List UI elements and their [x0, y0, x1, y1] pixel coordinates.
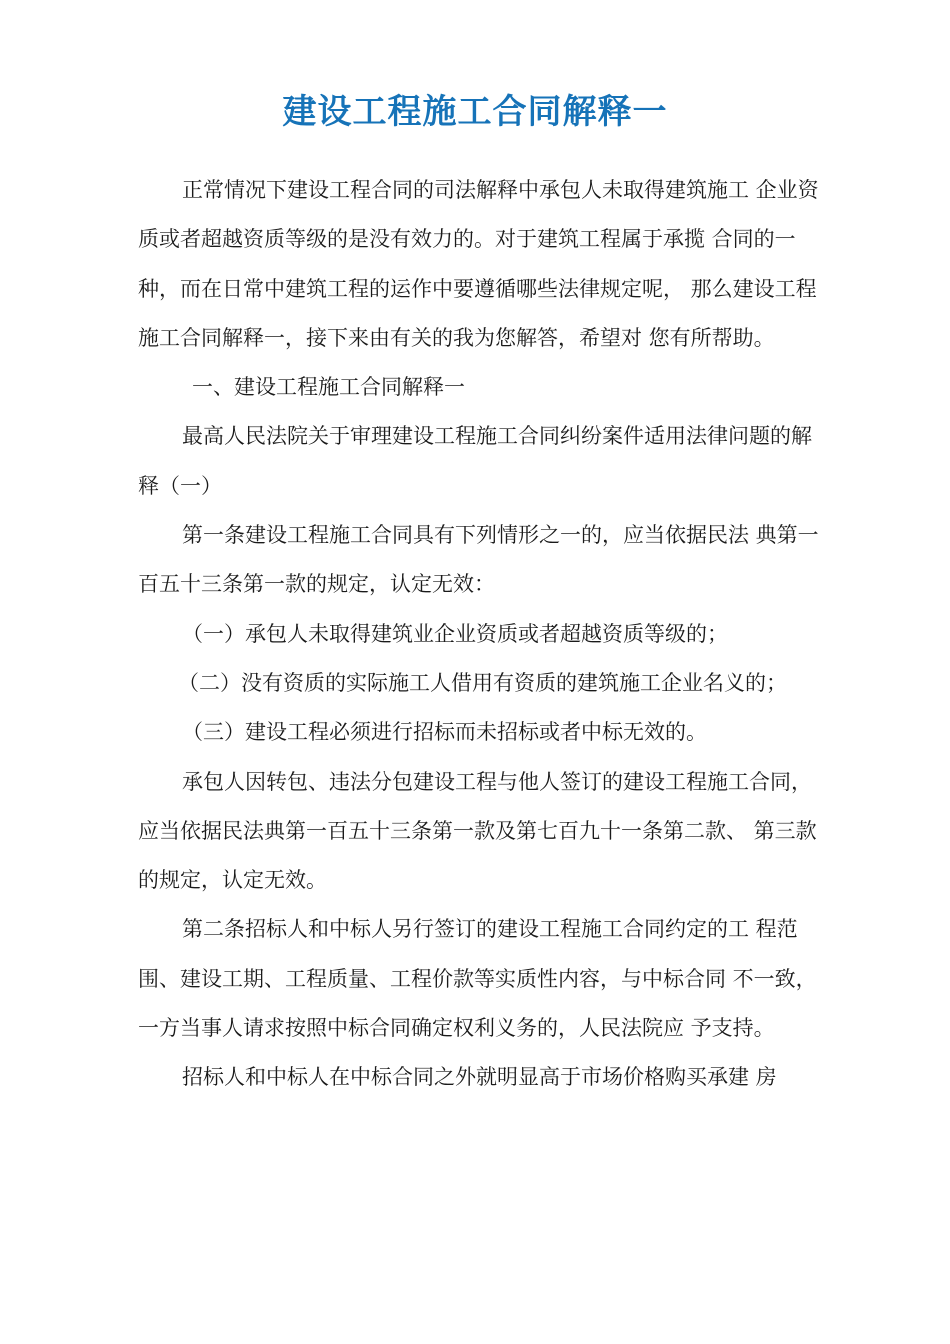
section-heading: 一、建设工程施工合同解释一	[192, 375, 465, 400]
paragraph-article-2: 第二条招标人和中标人另行签订的建设工程施工合同约定的工 程范围、建设工期、工程质量、工程价款等实质性内容，与中标合同 不一致，一方当事人请求按照中标合同确定权利义务的，人民法院应 予支持。	[138, 917, 817, 1041]
paragraph-law-name: 最高人民法院关于审理建设工程施工合同纠纷案件适用法律问题的解释（一）	[138, 424, 812, 498]
paragraph-subcontract: 承包人因转包、违法分包建设工程与他人签订的建设工程施工合同，应当依据民法典第一百五十三条第一款及第七百九十一条第二款、 第三款的规定，认定无效。	[138, 769, 817, 893]
document-title: 建设工程施工合同解释一	[282, 92, 668, 132]
paragraph-intro: 正常情况下建设工程合同的司法解释中承包人未取得建筑施工 企业资质或者超越资质等级的是没有效力的。对于建筑工程属于承揽 合同的一种，而在日常中建筑工程的运作中要遵循哪些法律规定呢， 那么建设工程施工合同解释一，接下来由有关的我为您解答，希望对 您有所帮助。	[138, 178, 819, 350]
list-item-2: （二）没有资质的实际施工人借用有资质的建筑施工企业名义的；	[178, 670, 787, 695]
list-item-1: （一）承包人未取得建筑业企业资质或者超越资质等级的；	[182, 621, 728, 646]
paragraph-bidding: 招标人和中标人在中标合同之外就明显高于市场价格购买承建 房	[182, 1065, 777, 1090]
list-item-3: （三）建设工程必须进行招标而未招标或者中标无效的。	[182, 720, 707, 745]
document-body	[138, 166, 828, 1103]
paragraph-article-1: 第一条建设工程施工合同具有下列情形之一的，应当依据民法 典第一百五十三条第一款的规定，认定无效：	[138, 523, 819, 597]
